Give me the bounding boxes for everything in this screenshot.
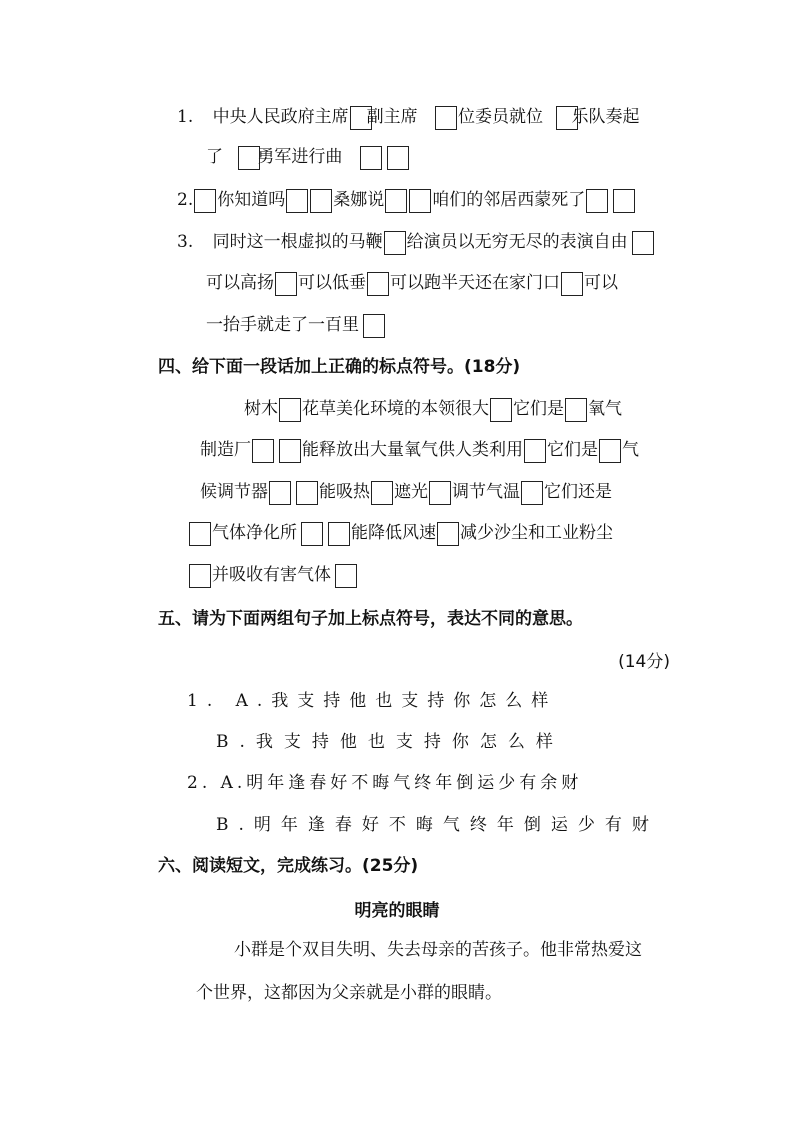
punct-blank[interactable] [429, 481, 451, 505]
punct-blank[interactable] [286, 189, 308, 213]
text: 气 [622, 440, 639, 460]
punct-blank[interactable] [409, 189, 431, 213]
text: 能降低风速 [351, 523, 436, 543]
s4-line2 [200, 437, 639, 463]
text: 乐队奏起 [571, 107, 640, 127]
punct-blank[interactable] [360, 146, 382, 170]
text: 可以低垂 [298, 273, 366, 293]
q3-line2 [206, 270, 618, 296]
punct-blank[interactable] [367, 272, 389, 296]
punct-blank[interactable] [561, 272, 583, 296]
punct-blank[interactable] [524, 439, 546, 463]
passage-para-line2: 个世界，这都因为父亲就是小群的眼睛。 [196, 983, 502, 1003]
punct-blank[interactable] [189, 564, 211, 588]
punct-blank[interactable] [437, 522, 459, 546]
punct-blank[interactable] [435, 106, 457, 130]
punct-blank[interactable] [301, 522, 323, 546]
text: 可以跑半天还在家门口 [390, 273, 560, 293]
text: 位委员就位 [458, 107, 544, 127]
punct-blank[interactable] [599, 439, 621, 463]
punct-blank[interactable] [632, 231, 654, 255]
text: 花草美化环境的本领很大 [302, 399, 489, 419]
punct-blank[interactable] [269, 481, 291, 505]
punct-blank[interactable] [310, 189, 332, 213]
text: 遮光 [394, 482, 428, 502]
section4-heading: 四、给下面一段话加上正确的标点符号。(18分) [158, 357, 521, 377]
s5-q2a: 2. A.明年逢春好不晦气终年倒运少有余财 [187, 773, 583, 793]
text: 气体净化所 [212, 523, 297, 543]
text: 减少沙尘和工业粉尘 [460, 523, 613, 543]
punct-blank[interactable] [275, 272, 297, 296]
text: 给演员以无穷无尽的表演自由 [406, 232, 628, 252]
question-number: 2. [177, 190, 194, 210]
text: 它们是 [547, 440, 598, 460]
question-number: 1. [177, 107, 194, 127]
punct-blank[interactable] [252, 439, 274, 463]
s4-line4 [188, 520, 613, 546]
punct-blank[interactable] [385, 189, 407, 213]
text: 桑娜说 [333, 190, 385, 210]
punct-blank[interactable] [363, 314, 385, 338]
text: 候调节器 [200, 482, 268, 502]
punct-blank[interactable] [296, 481, 318, 505]
passage-title: 明亮的眼睛 [354, 901, 440, 921]
text: 勇军进行曲 [257, 147, 343, 167]
section5-heading: 五、请为下面两组句子加上标点符号，表达不同的意思。 [158, 609, 583, 629]
punct-blank[interactable] [384, 231, 406, 255]
q3-line1 [177, 229, 655, 255]
text: 你知道吗 [217, 190, 286, 210]
s5-q2b: B.明年逢春好不晦气终年倒运少有财 [216, 815, 659, 835]
punct-blank[interactable] [371, 481, 393, 505]
text: 制造厂 [200, 440, 251, 460]
q3-line3 [206, 312, 386, 338]
q1-line1 [177, 104, 639, 130]
s4-line3 [200, 479, 612, 505]
punct-blank[interactable] [279, 439, 301, 463]
q2-line [177, 187, 636, 213]
punct-blank[interactable] [613, 189, 635, 213]
text: 中央人民政府主席 [212, 107, 349, 127]
punct-blank[interactable] [279, 398, 301, 422]
punct-blank[interactable] [586, 189, 608, 213]
s4-line1 [244, 396, 622, 422]
punct-blank[interactable] [328, 522, 350, 546]
passage-para-line1: 小群是个双目失明、失去母亲的苦孩子。他非常热爱这 [234, 940, 642, 960]
text: 能吸热 [319, 482, 370, 502]
text: 并吸收有害气体 [212, 565, 331, 585]
text: 咱们的邻居西蒙死了 [432, 190, 586, 210]
punct-blank[interactable] [194, 189, 216, 213]
text: 能释放出大量氧气供人类利用 [302, 440, 523, 460]
text: 了 [206, 147, 223, 167]
s4-line5 [188, 562, 358, 588]
punct-blank[interactable] [521, 481, 543, 505]
q1-line2 [206, 144, 410, 170]
text: 它们是 [513, 399, 564, 419]
text: 可以 [584, 273, 618, 293]
text: 它们还是 [544, 482, 612, 502]
punct-blank[interactable] [189, 522, 211, 546]
punct-blank[interactable] [335, 564, 357, 588]
text: 一抬手就走了一百里 [206, 315, 359, 335]
punct-blank[interactable] [565, 398, 587, 422]
punct-blank[interactable] [387, 146, 409, 170]
section6-heading: 六、阅读短文，完成练习。(25分) [158, 856, 419, 876]
section5-score: (14分) [618, 652, 670, 672]
text: 副主席 [366, 107, 418, 127]
s5-q1b: B.我支持他也支持你怎么样 [216, 732, 564, 752]
text: 同时这一根虚拟的马鞭 [212, 232, 383, 252]
text: 氧气 [588, 399, 622, 419]
text: 可以高扬 [206, 273, 274, 293]
s5-q1a: 1. A.我支持他也支持你怎么样 [187, 691, 558, 711]
text: 调节气温 [452, 482, 520, 502]
punct-blank[interactable] [490, 398, 512, 422]
text: 树木 [244, 399, 278, 419]
question-number: 3. [177, 232, 194, 252]
